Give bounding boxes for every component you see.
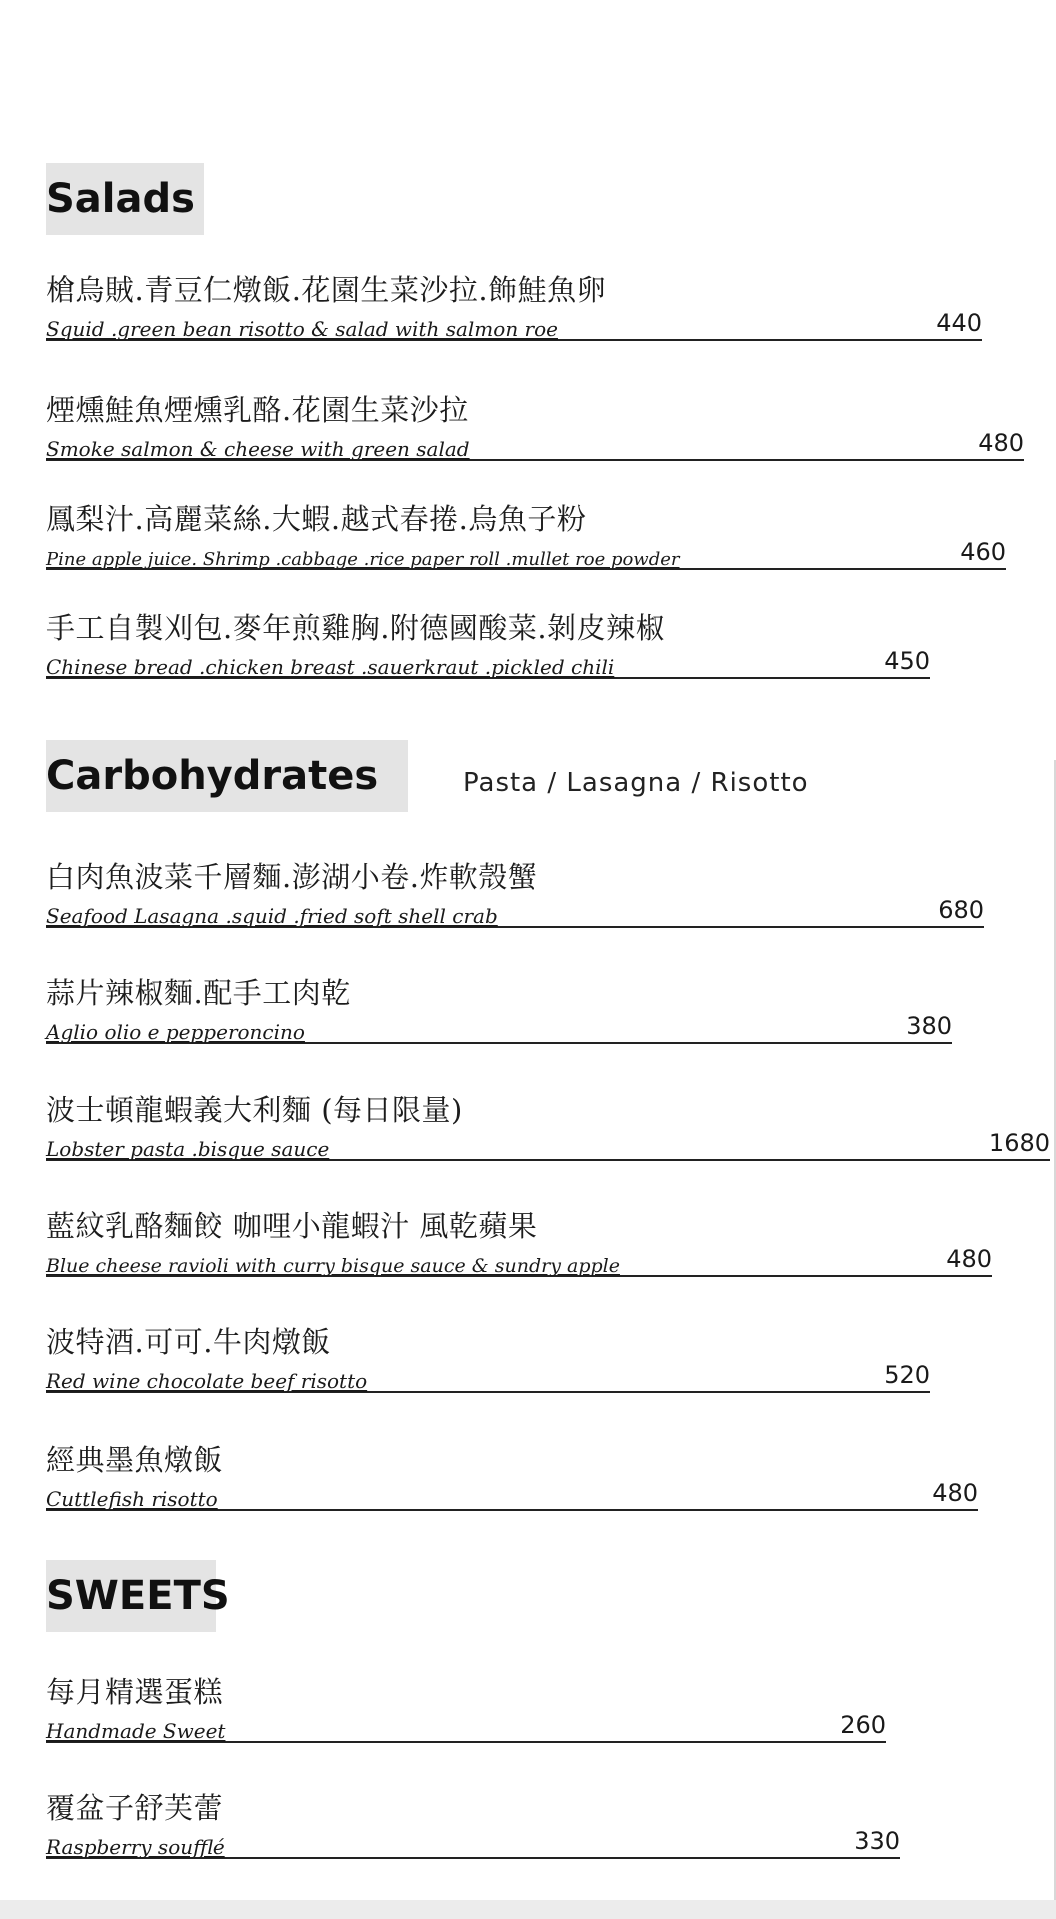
sweets-title-text: SWEETS [46,1573,230,1619]
item-name-en: Red wine chocolate beef risotto [46,1369,368,1393]
item-price: 460 [960,538,1006,566]
item-name-en: Lobster pasta .bisque sauce [46,1137,330,1161]
item-name-zh: 每月精選蛋糕 [46,1675,224,1709]
item-line [46,429,1024,461]
item-name-zh: 藍紋乳酪麵餃 咖哩小龍蝦汁 風乾蘋果 [46,1209,538,1243]
item-name-zh: 手工自製刈包.麥年煎雞胸.附德國酸菜.剝皮辣椒 [46,611,666,645]
item-price: 520 [884,1361,930,1389]
item-line [46,1479,978,1511]
menu-item [46,971,952,1044]
item-price: 1680 [988,1129,1050,1157]
item-price: 330 [854,1827,900,1855]
item-line [46,1827,900,1859]
item-name-en: Smoke salmon & cheese with green salad [46,437,470,461]
menu-item [46,1320,930,1393]
sweets-section-title [46,1560,230,1632]
carbohydrates-subtitle: Pasta / Lasagna / Risotto [463,768,809,798]
item-price: 380 [906,1012,952,1040]
menu-item [46,855,984,928]
item-line [46,309,982,341]
item-line [46,896,984,928]
item-name-zh: 煙燻鮭魚煙燻乳酪.花園生菜沙拉 [46,393,469,427]
salads-section-title [46,163,204,235]
item-price: 440 [936,309,982,337]
item-line [46,647,930,679]
item-line [46,1361,930,1393]
item-name-en: Cuttlefish risotto [46,1487,218,1511]
item-line [46,1012,952,1044]
salads-title-text: Salads [46,176,195,222]
item-name-zh: 覆盆子舒芙蕾 [46,1791,224,1825]
menu-item [46,1204,992,1277]
item-price: 480 [932,1479,978,1507]
item-price: 450 [884,647,930,675]
item-line [46,538,1006,570]
item-name-en: Seafood Lasagna .squid .fried soft shell crab [46,904,498,928]
carbohydrates-title-text: Carbohydrates [46,753,379,799]
item-price: 260 [840,1711,886,1739]
item-line [46,1711,886,1743]
menu-item [46,497,1006,570]
item-name-zh: 波士頓龍蝦義大利麵 (每日限量) [46,1093,463,1127]
page-bottom-bar [0,1900,1056,1919]
item-line [46,1245,992,1277]
menu-item [46,1438,978,1511]
item-name-en: Handmade Sweet [46,1719,226,1743]
item-name-en: Blue cheese ravioli with curry bisque sauce & sundry apple [46,1255,620,1277]
menu-item [46,388,1024,461]
item-name-zh: 蒜片辣椒麵.配手工肉乾 [46,976,351,1010]
item-name-zh: 槍烏賊.青豆仁燉飯.花園生菜沙拉.飾鮭魚卵 [46,273,607,307]
menu-item [46,1786,900,1859]
item-name-zh: 鳳梨汁.高麗菜絲.大蝦.越式春捲.烏魚子粉 [46,502,587,536]
menu-item [46,1088,1050,1161]
item-name-en: Squid .green bean risotto & salad with salmon roe [46,317,558,341]
item-name-en: Aglio olio e pepperoncino [46,1020,305,1044]
item-name-zh: 經典墨魚燉飯 [46,1443,224,1477]
item-line [46,1129,1050,1161]
item-name-zh: 波特酒.可可.牛肉燉飯 [46,1325,331,1359]
menu-item [46,606,930,679]
menu-item [46,1670,886,1743]
item-name-en: Raspberry soufflé [46,1835,225,1859]
item-name-en: Chinese bread .chicken breast .sauerkraut .pickled chili [46,655,615,679]
item-price: 480 [978,429,1024,457]
item-price: 480 [946,1245,992,1273]
item-name-zh: 白肉魚波菜千層麵.澎湖小卷.炸軟殼蟹 [46,860,538,894]
item-price: 680 [938,896,984,924]
item-name-en: Pine apple juice. Shrimp .cabbage .rice paper roll .mullet roe powder [46,549,680,570]
menu-item [46,268,982,341]
carbohydrates-section-title [46,740,408,812]
